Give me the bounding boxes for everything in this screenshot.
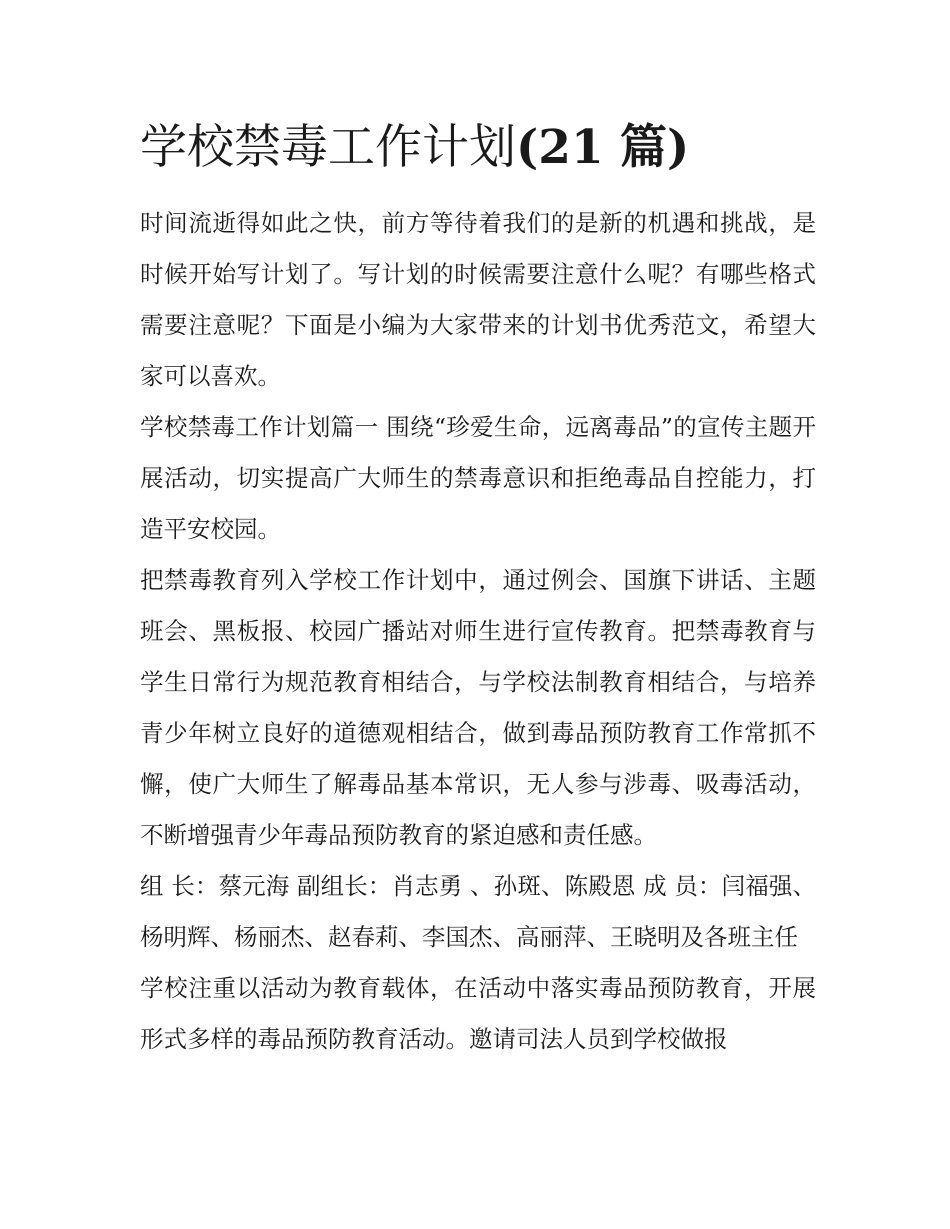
team-members-paragraph: 组 长：蔡元海 副组长：肖志勇 、孙斑、陈殿恩 成 员：闫福强、杨明辉、杨丽杰、赵春莉、李国杰、高丽萍、王晓明及各班主任 <box>140 872 816 951</box>
education-paragraph: 把禁毒教育列入学校工作计划中，通过例会、国旗下讲话、主题班会、黑板报、校园广播站对师生进行宣传教育。把禁毒教育与学生日常行为规范教育相结合，与学校法制教育相结合，与培养青少年树立良好的道德观相结合，做到毒品预防教育工作常抓不懈，使广大师生了解毒品基本常识，无人参与涉毒、吸毒活动，不断增强青少年毒品预防教育的紧迫感和责任感。 <box>140 566 816 849</box>
title-text: 学校禁毒工作计划 <box>140 120 516 175</box>
plan-one-paragraph: 学校禁毒工作计划篇一 围绕“珍爱生命，远离毒品”的宣传主题开展活动，切实提高广大师生的禁毒意识和拒绝毒品自控能力，打造平安校园。 <box>140 413 816 543</box>
document-body <box>140 198 816 1065</box>
title-count: (21 篇) <box>516 120 690 175</box>
activities-paragraph: 学校注重以活动为教育载体，在活动中落实毒品预防教育，开展形式多样的毒品预防教育活动。邀请司法人员到学校做报 <box>140 974 816 1053</box>
document-title <box>140 116 820 180</box>
intro-paragraph: 时间流逝得如此之快，前方等待着我们的是新的机遇和挑战，是时候开始写计划了。写计划的时候需要注意什么呢？有哪些格式需要注意呢？下面是小编为大家带来的计划书优秀范文，希望大家可以喜欢。 <box>140 209 816 390</box>
